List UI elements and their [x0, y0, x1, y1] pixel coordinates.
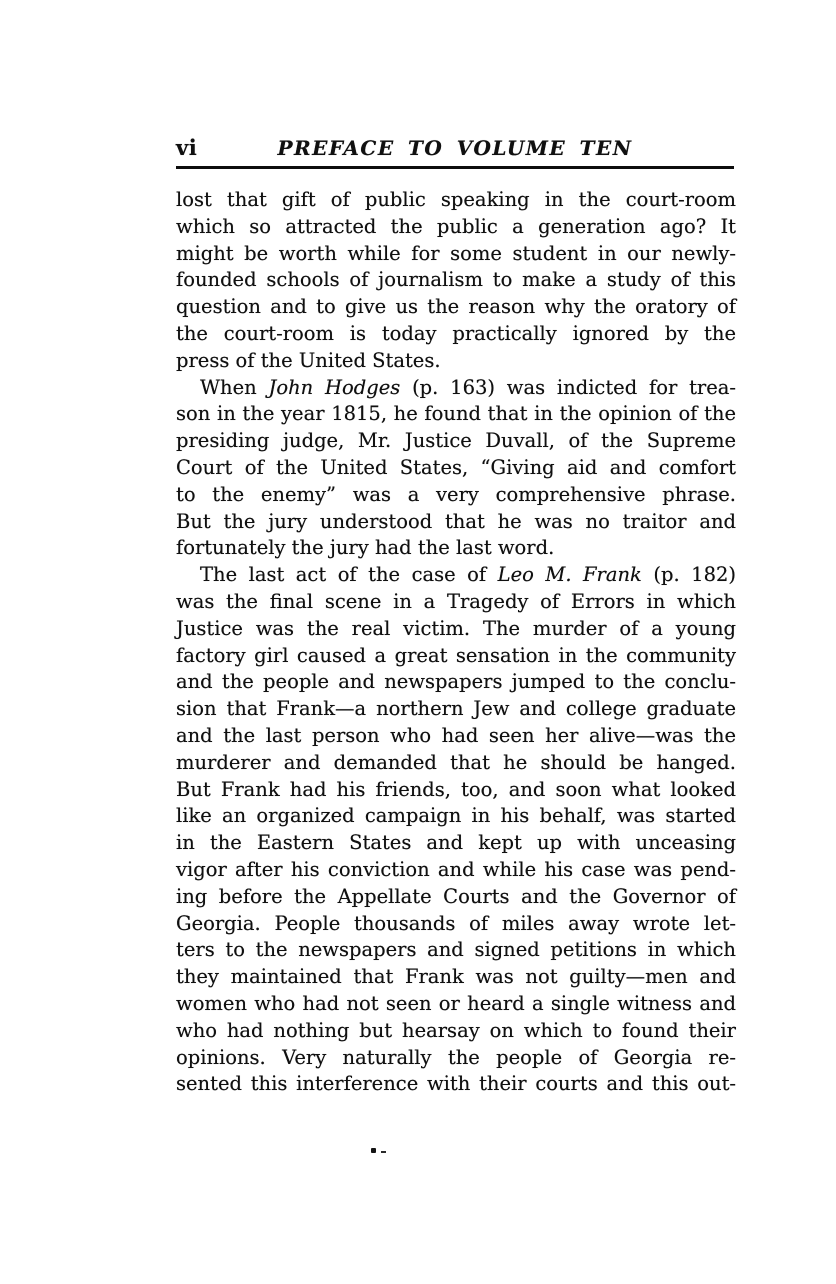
text-line — [176, 401, 736, 428]
text-line — [176, 643, 736, 670]
text-segment: When — [200, 375, 269, 399]
text-segment: Georgia. People thousands of miles away wrote let- — [176, 911, 736, 935]
text-line — [176, 589, 736, 616]
text-line — [176, 482, 736, 509]
text-segment: murderer and demanded that he should be hanged. — [176, 750, 736, 774]
text-line — [176, 696, 736, 723]
text-line — [176, 723, 736, 750]
text-line — [176, 911, 736, 938]
text-segment: the court-room is today practically ignored by the — [176, 321, 736, 345]
running-header — [176, 133, 734, 163]
text-line — [176, 294, 736, 321]
text-segment: The last act of the case of — [200, 563, 498, 587]
text-line — [176, 375, 736, 402]
text-segment: ing before the Appellate Courts and the Governor of — [176, 884, 736, 908]
text-segment: to the enemy” was a very comprehensive phrase. — [176, 482, 736, 506]
text-segment: son in the year 1815, he found that in the opinion of the — [176, 402, 736, 426]
text-line — [176, 964, 736, 991]
text-line — [176, 830, 736, 857]
text-line — [176, 669, 736, 696]
text-line — [176, 1018, 736, 1045]
text-segment: But the jury understood that he was no traitor and — [176, 509, 736, 533]
text-line — [176, 321, 736, 348]
text-segment: ters to the newspapers and signed petitions in which — [176, 938, 736, 962]
text-line — [176, 241, 736, 268]
case-name-italic: Leo M. Frank — [497, 563, 642, 587]
case-name-italic: John Hodges — [268, 375, 401, 399]
text-line — [176, 616, 736, 643]
text-line — [176, 214, 736, 241]
text-line — [176, 348, 736, 375]
text-line — [176, 509, 736, 536]
text-segment: in the Eastern States and kept up with unceasing — [176, 831, 736, 855]
text-segment: and the last person who had seen her alive—was the — [176, 723, 736, 747]
text-segment: press of the United States. — [176, 348, 441, 372]
text-segment: sion that Frank—a northern Jew and college graduate — [176, 697, 736, 721]
running-title: PREFACE TO VOLUME TEN — [277, 136, 633, 160]
page-body — [176, 187, 736, 1098]
text-segment: vigor after his conviction and while his case was pend- — [176, 857, 736, 881]
text-segment: like an organized campaign in his behalf, was started — [176, 804, 736, 828]
text-segment: women who had not seen or heard a single witness and — [176, 991, 736, 1015]
text-line — [176, 187, 736, 214]
text-segment: sented this interference with their courts and this out- — [176, 1072, 736, 1096]
text-line — [176, 455, 736, 482]
text-line — [176, 857, 736, 884]
text-line — [176, 884, 736, 911]
text-line — [176, 267, 736, 294]
text-segment: (p. 163) was indicted for trea- — [400, 375, 737, 399]
text-segment: was the final scene in a Tragedy of Errors in which — [176, 589, 736, 613]
page-number: vi — [176, 135, 198, 160]
text-segment: question and to give us the reason why the oratory of — [176, 295, 736, 319]
text-segment: Court of the United States, “Giving aid and comfort — [176, 455, 736, 479]
text-segment: lost that gift of public speaking in the court-room — [176, 188, 736, 211]
text-line — [176, 777, 736, 804]
text-line — [176, 562, 736, 589]
text-segment: factory girl caused a great sensation in the community — [176, 643, 736, 667]
text-segment: founded schools of journalism to make a study of this — [176, 268, 736, 292]
text-line — [176, 803, 736, 830]
text-line — [176, 991, 736, 1018]
text-segment: fortunately the jury had the last word. — [176, 536, 555, 560]
text-segment: (p. 182) — [641, 563, 736, 587]
text-line — [176, 937, 736, 964]
text-segment: who had nothing but hearsay on which to found their — [176, 1018, 736, 1042]
scan-speck — [381, 1151, 386, 1153]
text-line — [176, 750, 736, 777]
text-line — [176, 1071, 736, 1098]
text-line — [176, 428, 736, 455]
text-segment: they maintained that Frank was not guilty—men and — [176, 965, 736, 989]
text-segment: Justice was the real victim. The murder of a young — [176, 616, 736, 640]
text-segment: But Frank had his friends, too, and soon what looked — [176, 777, 736, 801]
scan-speck — [371, 1148, 376, 1153]
text-line — [176, 1045, 736, 1072]
text-segment: might be worth while for some student in our newly- — [176, 241, 736, 265]
text-segment: opinions. Very naturally the people of Georgia re- — [176, 1045, 736, 1069]
text-segment: and the people and newspapers jumped to the conclu- — [176, 670, 736, 694]
text-line — [176, 535, 736, 562]
header-rule — [176, 166, 734, 169]
text-segment: which so attracted the public a generation ago? It — [176, 214, 736, 238]
text-segment: presiding judge, Mr. Justice Duvall, of the Supreme — [176, 429, 736, 453]
